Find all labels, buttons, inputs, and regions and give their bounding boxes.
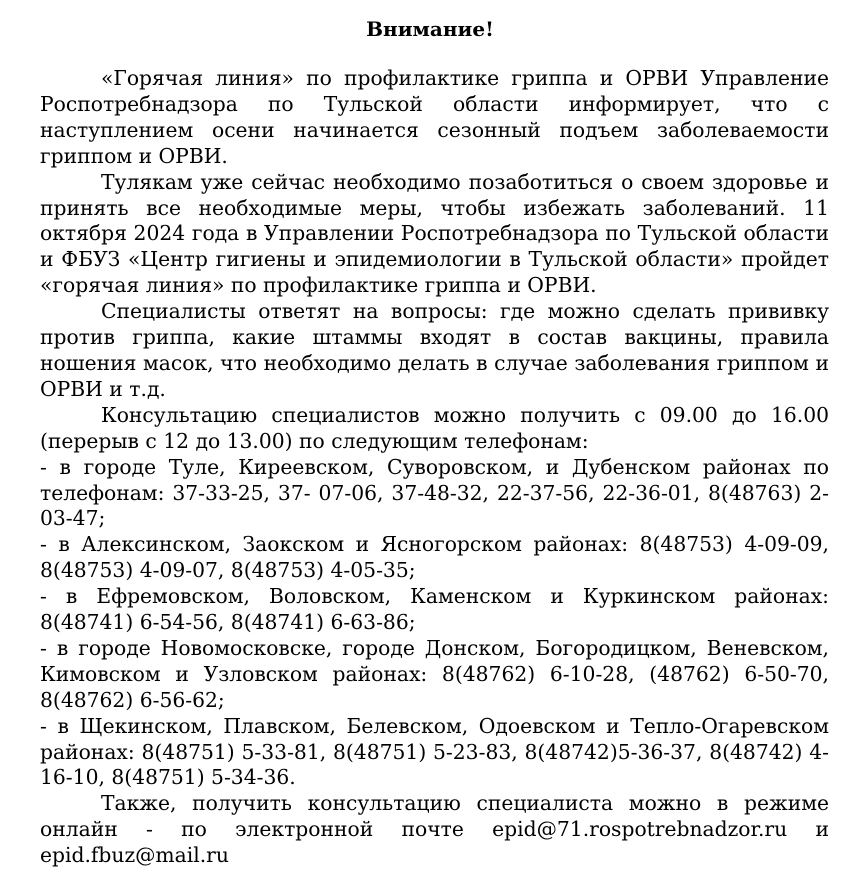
phone-list-item-aleksin: - в Алексинском, Заокском и Ясногорском районах: 8(48753) 4-09-09, 8(48753) 4-09-07, 8(48753) 4-05-35; <box>40 532 829 583</box>
phone-list-item-shchekino: - в Щекинском, Плавском, Белевском, Одоевском и Тепло-Огаревском районах: 8(48751) 5-33-81, 8(48751) 5-23-83, 8(48742)5-36-37, 8(48742) 4-16-10, 8(48751) 5-34-36. <box>40 713 829 790</box>
phone-list-item-tula: - в городе Туле, Киреевском, Суворовском, и Дубенском районах по телефонам: 37-33-25, 37- 07-06, 37-48-32, 22-37-56, 22-36-01, 8(48763) 2-03-47; <box>40 454 829 531</box>
paragraph-hotline-intro: «Горячая линия» по профилактике гриппа и ОРВИ Управление Роспотребнадзора по Тульской области информирует, что с наступлением осени начинается сезонный подъем заболеваемости гриппом и ОРВИ. <box>40 66 829 168</box>
paragraph-prevention: Тулякам уже сейчас необходимо позаботиться о своем здоровье и принять все необходимые меры, чтобы избежать заболеваний. 11 октября 2024 года в Управлении Роспотребнадзора по Тульской области и ФБУЗ «Центр гигиены и эпидемиологии в Тульской области» пройдет «горячая линия» по профилактике гриппа и ОРВИ. <box>40 169 829 298</box>
document-body <box>40 66 829 869</box>
paragraph-online-consultation: Также, получить консультацию специалиста можно в режиме онлайн - по электронной почте epid@71.rospotrebnadzor.ru и epid.fbuz@mail.ru <box>40 791 829 868</box>
document-title: Внимание! <box>366 17 494 41</box>
paragraph-specialists: Специалисты ответят на вопросы: где можно сделать прививку против гриппа, какие штаммы входят в состав вакцины, правила ношения масок, что необходимо делать в случае заболевания гриппом и ОРВИ и т.д. <box>40 299 829 401</box>
phone-list-item-novomoskovsk: - в городе Новомосковске, городе Донском, Богородицком, Веневском, Кимовском и Узловском районах: 8(48762) 6-10-28, (48762) 6-50-70, 8(48762) 6-56-62; <box>40 635 829 712</box>
paragraph-consultation-hours: Консультацию специалистов можно получить с 09.00 до 16.00 (перерыв с 12 до 13.00) по следующим телефонам: <box>40 402 829 453</box>
phone-list-item-efremov: - в Ефремовском, Воловском, Каменском и Куркинском районах: 8(48741) 6-54-56, 8(48741) 6-63-86; <box>40 584 829 635</box>
